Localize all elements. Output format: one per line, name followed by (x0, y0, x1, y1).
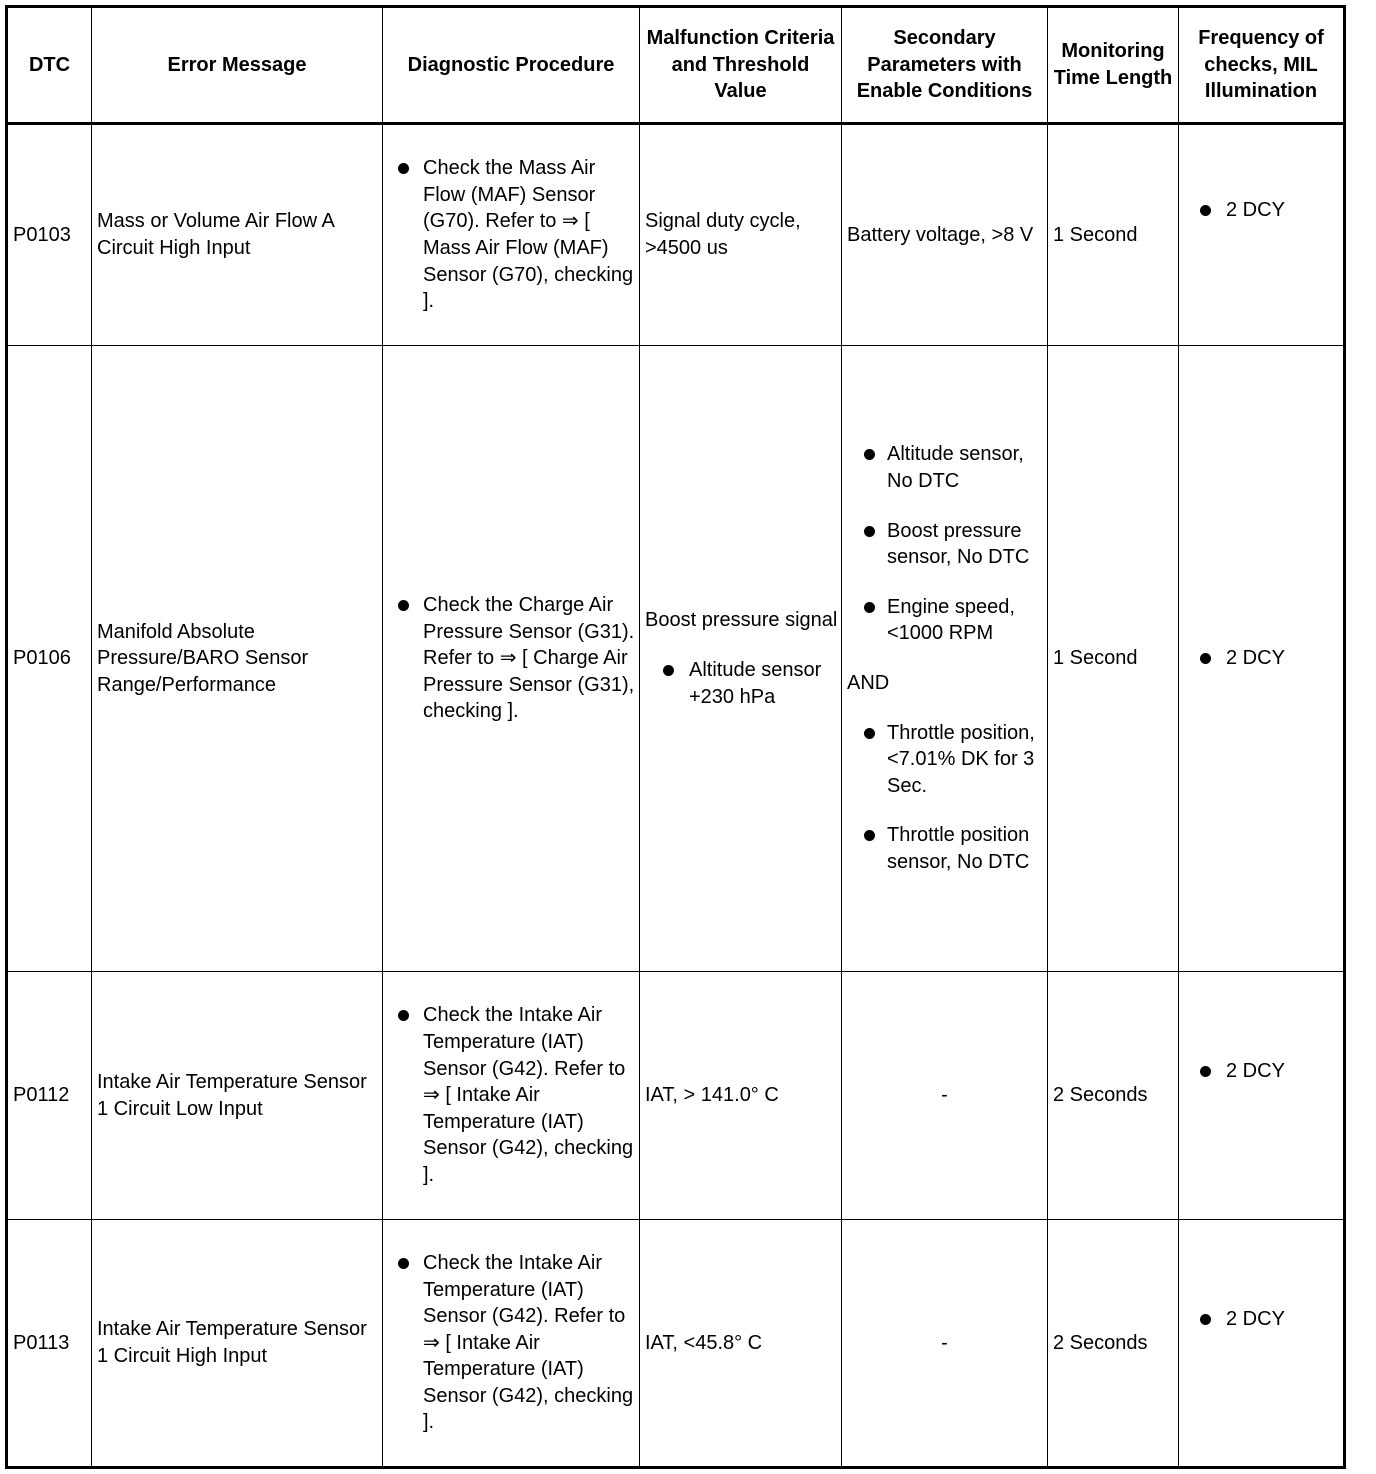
malfunction-criteria (640, 346, 842, 972)
secondary-bullet: Throttle position, <7.01% DK for 3 Sec. (847, 720, 1045, 800)
diagnostic-procedure (383, 124, 640, 346)
diagnostic-procedure (383, 346, 640, 972)
table-row (7, 346, 1345, 972)
header-row (7, 7, 1345, 124)
secondary-and-label: AND (847, 672, 890, 694)
secondary-bullet: Boost pressure sensor, No DTC (847, 518, 1045, 571)
criteria-bullet: Altitude sensor +230 hPa (645, 657, 839, 710)
frequency (1179, 124, 1345, 346)
criteria-text: Boost pressure signal (645, 608, 838, 631)
dtc-code: P0112 (7, 972, 92, 1220)
procedure-bullet: Check the Mass Air Flow (MAF) Sensor (G70). Refer to ⇒ [ Mass Air Flow (MAF) Sensor (G70), checking ]. (388, 155, 637, 315)
secondary-bullet: Throttle position sensor, No DTC (847, 822, 1045, 875)
frequency (1179, 346, 1345, 972)
secondary-parameters: - (842, 1220, 1048, 1468)
error-message: Intake Air Temperature Sensor 1 Circuit Low Input (92, 972, 383, 1220)
header-dtc: DTC (7, 7, 92, 124)
dtc-code: P0103 (7, 124, 92, 346)
monitoring-time: 1 Second (1048, 346, 1179, 972)
table-row (7, 124, 1345, 346)
secondary-parameters: - (842, 972, 1048, 1220)
secondary-parameters (842, 346, 1048, 972)
secondary-parameters: Battery voltage, >8 V (842, 124, 1048, 346)
frequency-bullet: 2 DCY (1184, 645, 1338, 672)
header-error-message: Error Message (92, 7, 383, 124)
frequency (1179, 1220, 1345, 1468)
procedure-bullet: Check the Charge Air Pressure Sensor (G31). Refer to ⇒ [ Charge Air Pressure Sensor (G31), checking ]. (388, 592, 637, 725)
dtc-code: P0113 (7, 1220, 92, 1468)
table-row (7, 1220, 1345, 1468)
header-frequency: Frequency of checks, MIL Illumination (1179, 7, 1345, 124)
diagnostic-procedure (383, 1220, 640, 1468)
error-message: Intake Air Temperature Sensor 1 Circuit High Input (92, 1220, 383, 1468)
procedure-bullet: Check the Intake Air Temperature (IAT) Sensor (G42). Refer to ⇒ [ Intake Air Temperature (IAT) Sensor (G42), checking ]. (388, 1002, 637, 1188)
header-secondary-parameters: Secondary Parameters with Enable Conditions (842, 7, 1048, 124)
secondary-bullet: Engine speed, <1000 RPM (847, 594, 1045, 647)
malfunction-criteria: Signal duty cycle, >4500 us (640, 124, 842, 346)
procedure-bullet: Check the Intake Air Temperature (IAT) Sensor (G42). Refer to ⇒ [ Intake Air Temperature (IAT) Sensor (G42), checking ]. (388, 1250, 637, 1436)
dtc-code: P0106 (7, 346, 92, 972)
malfunction-criteria: IAT, > 141.0° C (640, 972, 842, 1220)
header-monitoring-time: Monitoring Time Length (1048, 7, 1179, 124)
dtc-table (5, 5, 1346, 1469)
diagnostic-procedure (383, 972, 640, 1220)
table-row (7, 972, 1345, 1220)
monitoring-time: 1 Second (1048, 124, 1179, 346)
malfunction-criteria: IAT, <45.8° C (640, 1220, 842, 1468)
frequency-bullet: 2 DCY (1184, 1306, 1338, 1333)
frequency-bullet: 2 DCY (1184, 1058, 1338, 1085)
frequency-bullet: 2 DCY (1184, 197, 1338, 224)
header-malfunction-criteria: Malfunction Criteria and Threshold Value (640, 7, 842, 124)
frequency (1179, 972, 1345, 1220)
header-diagnostic-procedure: Diagnostic Procedure (383, 7, 640, 124)
secondary-bullet: Altitude sensor, No DTC (847, 441, 1045, 494)
error-message: Mass or Volume Air Flow A Circuit High Input (92, 124, 383, 346)
monitoring-time: 2 Seconds (1048, 972, 1179, 1220)
error-message: Manifold Absolute Pressure/BARO Sensor Range/Performance (92, 346, 383, 972)
monitoring-time: 2 Seconds (1048, 1220, 1179, 1468)
